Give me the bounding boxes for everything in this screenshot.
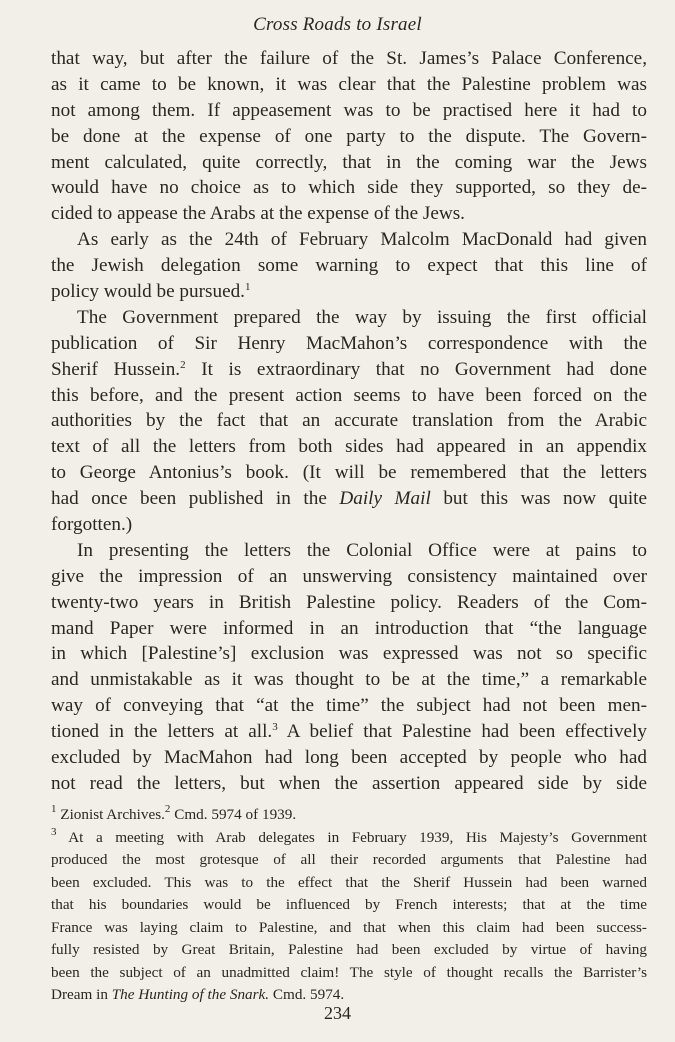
text-line (51, 616, 647, 642)
line-text: would have no choice as to which side they supported, so they de- (51, 177, 647, 199)
text-line (51, 486, 647, 512)
line-text: Sherif Hussein. (51, 358, 181, 380)
text-line (51, 719, 647, 745)
text-line (51, 538, 647, 564)
text-line (51, 693, 647, 719)
text-line (51, 175, 647, 201)
italic-title: Daily Mail (339, 488, 431, 510)
text-line (51, 667, 647, 693)
line-text: twenty-two years in British Palestine policy. Readers of the Com- (51, 591, 647, 613)
line-text: that his boundaries would be influenced by French interests; that at the time (51, 896, 647, 913)
footnote-line (51, 962, 647, 985)
text-line (51, 124, 647, 150)
footnote-line (51, 872, 647, 895)
text-line (51, 460, 647, 486)
line-text: as it came to be known, it was clear that the Palestine problem was (51, 73, 647, 95)
line-text: fully resisted by Great Britain, Palestine had been excluded by virtue of having (51, 941, 647, 958)
text-line (51, 434, 647, 460)
line-text: the Jewish delegation some warning to expect that this line of (51, 255, 647, 277)
footnote-reference: 3 (272, 721, 278, 734)
line-text: Zionist Archives. (56, 806, 165, 823)
line-text: policy would be pursued. (51, 281, 245, 303)
text-line (51, 771, 647, 797)
text-line (51, 46, 647, 72)
line-text: text of all the letters from both sides had appeared in an appendix (51, 436, 647, 458)
line-text: produced the most grotesque of all their recorded arguments that Palestine had (51, 851, 647, 868)
footnote-marker: 1 (51, 803, 57, 815)
text-line (51, 72, 647, 98)
line-text: excluded by MacMahon had long been accepted by people who had (51, 747, 647, 769)
line-text-continued: Cmd. 5974 of 1939. (170, 806, 297, 823)
line-text: that way, but after the failure of the St. James’s Palace Conference, (51, 48, 647, 69)
line-text: had once been published in the (51, 488, 340, 510)
page-number: 234 (324, 1003, 351, 1023)
footnote-line (51, 939, 647, 962)
line-text: way of conveying that “at the time” the subject had not been men- (51, 695, 647, 717)
line-text: cided to appease the Arabs at the expense of the Jews. (51, 203, 465, 225)
line-text: not among them. If appeasement was to be practised here it had to (51, 99, 647, 121)
text-line (51, 564, 647, 590)
text-line (51, 641, 647, 667)
line-text: Dream in (51, 986, 112, 1003)
text-line (51, 227, 647, 253)
text-line (51, 253, 647, 279)
footnote-line (51, 827, 647, 850)
footnotes (51, 804, 647, 1007)
line-text-continued: It is extraordinary that no Government had done (185, 358, 647, 380)
line-text-continued: A belief that Palestine had been effectively (277, 721, 647, 743)
text-line (51, 279, 647, 305)
footnote-line (51, 849, 647, 872)
text-line (51, 408, 647, 434)
line-text: been the subject of an unadmitted claim! The style of thought recalls the Barrister’s (51, 963, 647, 981)
line-text: The Government prepared the way by issuing the first official (77, 306, 647, 328)
text-line (51, 150, 647, 176)
line-text: France was laying claim to Palestine, and that when this claim had been success- (51, 918, 647, 936)
text-line (51, 590, 647, 616)
line-text: this before, and the present action seems to have been forced on the (51, 384, 647, 406)
line-text: In presenting the letters the Colonial Office were at pains to (77, 539, 647, 561)
line-text: and unmistakable as it was thought to be at the time,” a remarkable (51, 669, 647, 691)
line-text: At a meeting with Arab delegates in February 1939, His Majesty’s Government (56, 828, 647, 846)
line-text: As early as the 24th of February Malcolm MacDonald had given (77, 229, 647, 251)
line-text: mand Paper were informed in an introduction that “the language (51, 617, 647, 639)
line-text: been excluded. This was to the effect that the Sherif Hussein had been warned (51, 873, 647, 891)
footnote-marker: 3 (51, 825, 57, 838)
footnote-line (51, 917, 647, 940)
text-line (51, 305, 647, 331)
line-text: publication of Sir Henry MacMahon’s correspondence with the (51, 332, 647, 354)
footnote-line (51, 804, 647, 827)
text-line (51, 512, 647, 538)
line-text: be done at the expense of one party to the dispute. The Govern- (51, 125, 647, 147)
footnote-reference: 1 (244, 281, 251, 294)
text-line (51, 331, 647, 357)
line-text-continued: but this was now quite (430, 488, 647, 510)
text-line (51, 745, 647, 771)
text-line (51, 98, 647, 124)
running-head: Cross Roads to Israel (253, 14, 422, 35)
text-line (51, 357, 647, 383)
line-text: in which [Palestine’s] exclusion was expressed was not so specific (51, 643, 647, 665)
line-text: give the impression of an unswerving consistency maintained over (51, 565, 647, 587)
body-text (51, 46, 647, 797)
line-text: to George Antonius’s book. (It will be remembered that the letters (51, 462, 647, 484)
text-line (51, 383, 647, 409)
footnote-marker: 2 (164, 803, 171, 815)
footnote-reference: 2 (180, 358, 186, 371)
line-text: not read the letters, but when the assertion appeared side by side (51, 772, 647, 794)
line-text-continued: Cmd. 5974. (269, 986, 345, 1003)
line-text: forgotten.) (51, 514, 133, 536)
line-text: tioned in the letters at all. (51, 721, 273, 743)
text-line (51, 201, 647, 227)
footnote-line (51, 894, 647, 917)
italic-title: The Hunting of the Snark. (111, 986, 270, 1003)
line-text: authorities by the fact that an accurate translation from the Arabic (51, 410, 647, 432)
line-text: ment calculated, quite correctly, that in the coming war the Jews (51, 151, 647, 173)
